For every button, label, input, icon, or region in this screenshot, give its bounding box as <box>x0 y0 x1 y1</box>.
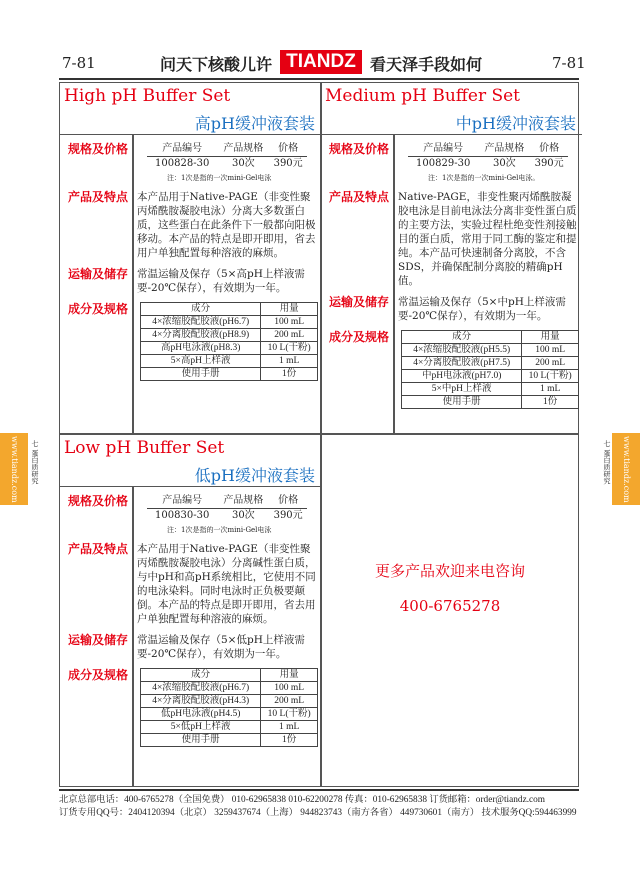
features-text: Native-PAGE，非变性聚丙烯酰胺凝胶电泳是目前电泳法分离非变性蛋白质的主要方法，实验过程杜绝变性剂接触目的蛋白质，常用于同工酶的鉴定和提纯。本产品可快速制备分离胶，不含SDS，并确保配制分离胶的精确pH值。 <box>398 191 577 287</box>
column-header: 产品规格 <box>217 142 269 157</box>
product-size: 30次 <box>231 510 255 521</box>
brand-logo: TIANDZ <box>280 50 362 74</box>
component-name: 5×低pH上样液 <box>141 721 261 734</box>
section-label-spec: 规格及价格 <box>68 142 129 156</box>
component-name: 4×分离胶配胶液(pH7.5) <box>402 357 522 370</box>
label-column-divider <box>132 135 134 433</box>
section-content-components <box>132 302 321 381</box>
column-header: 产品编号 <box>408 142 478 157</box>
section-label-storage: 运输及储存 <box>329 295 390 309</box>
product-header <box>321 83 582 135</box>
footer-contact: 北京总部电话：400-6765278（全国免费） 010-62965838 010-62200278 传真：010-62965838 订货邮箱：order@tiandz.com <box>59 795 546 805</box>
table-row <box>147 157 307 172</box>
component-name: 高pH电泳液(pH8.3) <box>141 342 261 355</box>
column-header: 用量 <box>522 331 579 344</box>
component-name: 5×高pH上样液 <box>141 355 261 368</box>
section-label-features: 产品及特点 <box>329 190 390 204</box>
component-amount: 200 mL <box>261 329 318 342</box>
column-header: 产品编号 <box>147 142 217 157</box>
product-code: 100828-30 <box>155 158 210 169</box>
product-subtitle: 高pH缓冲液套装 <box>194 114 315 133</box>
section-components <box>60 668 321 747</box>
component-amount: 10 L(干粉) <box>261 342 318 355</box>
section-label-storage: 运输及储存 <box>68 633 129 647</box>
table-row <box>402 370 579 383</box>
product-panel <box>60 435 321 786</box>
section-content-storage <box>393 295 582 323</box>
section-features <box>321 190 582 288</box>
section-label-components: 成分及规格 <box>68 668 129 682</box>
table-row <box>141 329 318 342</box>
spec-price-table <box>147 142 307 171</box>
spec-note: 注：1次是指的一次mini-Gel电泳 <box>167 526 272 534</box>
section-content-features <box>393 190 582 288</box>
component-amount: 100 mL <box>261 316 318 329</box>
component-name: 中pH电泳液(pH7.0) <box>402 370 522 383</box>
spec-price-table <box>147 494 307 523</box>
product-price: 390元 <box>534 158 564 169</box>
spec-note: 注：1次是指的一次mini-Gel电泳 <box>167 174 272 182</box>
table-header-row <box>141 303 318 316</box>
component-amount: 1份 <box>261 368 318 381</box>
storage-text: 常温运输及保存（5×中pH上样液需要-20℃保存），有效期为一年。 <box>398 296 566 322</box>
section-content-spec <box>132 494 321 535</box>
component-amount: 1份 <box>261 734 318 747</box>
table-row <box>141 355 318 368</box>
product-title: Medium pH Buffer Set <box>325 86 521 106</box>
header-rule <box>59 78 579 80</box>
section-spec <box>60 142 321 183</box>
section-content-features <box>132 190 321 260</box>
section-features <box>60 190 321 260</box>
section-storage <box>321 295 582 323</box>
column-header: 用量 <box>261 669 318 682</box>
section-content-spec <box>393 142 582 183</box>
page-number-right: 7-81 <box>552 54 586 72</box>
component-amount: 100 mL <box>522 344 579 357</box>
section-label-features: 产品及特点 <box>68 542 129 556</box>
table-row <box>141 316 318 329</box>
component-amount: 1 mL <box>261 355 318 368</box>
section-spec <box>60 494 321 535</box>
product-price: 390元 <box>273 510 303 521</box>
header-slogan-right: 看天泽手段如何 <box>370 55 483 74</box>
section-label-features: 产品及特点 <box>68 190 129 204</box>
table-row <box>141 368 318 381</box>
components-table <box>140 302 318 381</box>
spec-note: 注：1次是指的一次mini-Gel电泳。 <box>428 174 540 182</box>
column-header: 价格 <box>269 494 307 509</box>
component-name: 5×中pH上样液 <box>402 383 522 396</box>
side-category-left: 七 蛋白质研究 <box>31 440 39 485</box>
label-column-divider <box>393 135 395 433</box>
component-name: 使用手册 <box>141 734 261 747</box>
table-header-row <box>147 494 307 509</box>
product-size: 30次 <box>492 158 516 169</box>
promo-text: 更多产品欢迎来电咨询 <box>374 562 525 580</box>
footer-qq: 订货专用QQ号：2404120394（北京） 3259437674（上海） 944823743（南方各省） 449730601（南方） 技术服务QQ:594463999 <box>59 808 577 818</box>
product-title: Low pH Buffer Set <box>64 438 225 458</box>
component-amount: 10 L(干粉) <box>522 370 579 383</box>
table-row <box>402 383 579 396</box>
product-panel <box>321 83 582 433</box>
section-content-components <box>393 330 582 409</box>
footer <box>59 794 599 820</box>
section-label-components: 成分及规格 <box>68 302 129 316</box>
storage-text: 常温运输及保存（5×低pH上样液需要-20℃保存），有效期为一年。 <box>137 634 305 660</box>
table-row <box>141 342 318 355</box>
features-text: 本产品用于Native-PAGE（非变性聚丙烯酰胺凝胶电泳）分离大多数蛋白质，这些蛋白在此条件下一般都向阳极移动。本产品的特点是即开即用，省去用户单独配置每种溶液的麻烦。 <box>137 191 316 259</box>
component-name: 低pH电泳液(pH4.5) <box>141 708 261 721</box>
header-slogan-left: 问天下核酸儿许 <box>160 55 273 74</box>
table-row <box>141 682 318 695</box>
table-header-row <box>408 142 568 157</box>
table-row <box>141 695 318 708</box>
product-header <box>60 83 321 135</box>
product-price: 390元 <box>273 158 303 169</box>
spec-price-table <box>408 142 568 171</box>
section-label-components: 成分及规格 <box>329 330 390 344</box>
section-storage <box>60 267 321 295</box>
component-name: 4×浓缩胶配胶液(pH6.7) <box>141 316 261 329</box>
table-row <box>402 357 579 370</box>
section-content-features <box>132 542 321 626</box>
product-panel <box>60 83 321 433</box>
component-amount: 10 L(干粉) <box>261 708 318 721</box>
component-amount: 1 mL <box>261 721 318 734</box>
table-row <box>402 396 579 409</box>
product-subtitle: 中pH缓冲液套装 <box>455 114 576 133</box>
component-amount: 200 mL <box>522 357 579 370</box>
table-row <box>147 509 307 524</box>
column-header: 产品规格 <box>478 142 530 157</box>
column-header: 成分 <box>402 331 522 344</box>
product-subtitle: 低pH缓冲液套装 <box>194 466 315 485</box>
table-header-row <box>147 142 307 157</box>
page-number-left: 7-81 <box>62 54 96 72</box>
section-content-components <box>132 668 321 747</box>
component-name: 4×浓缩胶配胶液(pH5.5) <box>402 344 522 357</box>
component-name: 4×分离胶配胶液(pH8.9) <box>141 329 261 342</box>
component-amount: 1份 <box>522 396 579 409</box>
section-content-spec <box>132 142 321 183</box>
section-label-storage: 运输及储存 <box>68 267 129 281</box>
section-content-storage <box>132 267 321 295</box>
storage-text: 常温运输及保存（5×高pH上样液需要-20℃保存），有效期为一年。 <box>137 268 305 294</box>
table-row <box>141 734 318 747</box>
table-header-row <box>402 331 579 344</box>
section-label-spec: 规格及价格 <box>329 142 390 156</box>
components-table <box>140 668 318 747</box>
footer-rule <box>59 789 579 791</box>
column-header: 成分 <box>141 669 261 682</box>
column-header: 产品规格 <box>217 494 269 509</box>
column-header: 价格 <box>269 142 307 157</box>
components-table <box>401 330 579 409</box>
component-name: 使用手册 <box>402 396 522 409</box>
component-name: 4×浓缩胶配胶液(pH6.7) <box>141 682 261 695</box>
product-code: 100830-30 <box>155 510 210 521</box>
section-components <box>60 302 321 381</box>
column-header: 产品编号 <box>147 494 217 509</box>
section-components <box>321 330 582 409</box>
table-row <box>141 708 318 721</box>
section-features <box>60 542 321 626</box>
product-code: 100829-30 <box>416 158 471 169</box>
column-header: 用量 <box>261 303 318 316</box>
section-spec <box>321 142 582 183</box>
component-amount: 200 mL <box>261 695 318 708</box>
section-storage <box>60 633 321 661</box>
table-row <box>402 344 579 357</box>
label-column-divider <box>132 487 134 786</box>
column-header: 成分 <box>141 303 261 316</box>
table-row <box>408 157 568 172</box>
product-title: High pH Buffer Set <box>64 86 231 106</box>
side-tab-left: www.tiandz.com <box>0 433 28 505</box>
component-amount: 1 mL <box>522 383 579 396</box>
side-tab-right: www.tiandz.com <box>612 433 640 505</box>
product-size: 30次 <box>231 158 255 169</box>
column-header: 价格 <box>530 142 568 157</box>
table-row <box>141 721 318 734</box>
component-name: 4×分离胶配胶液(pH4.3) <box>141 695 261 708</box>
promo-phone: 400-6765278 <box>399 597 501 615</box>
product-header <box>60 435 321 487</box>
section-content-storage <box>132 633 321 661</box>
component-name: 使用手册 <box>141 368 261 381</box>
component-amount: 100 mL <box>261 682 318 695</box>
side-category-right: 七 蛋白质研究 <box>603 440 611 485</box>
section-label-spec: 规格及价格 <box>68 494 129 508</box>
features-text: 本产品用于Native-PAGE（非变性聚丙烯酰胺凝胶电泳）分离碱性蛋白质，与中pH和高pH系统相比，它使用不同的电泳染料。同时电泳时正负极要颠倒。本产品的特点是即开即用，省去用户单独配置每种溶液的麻烦。 <box>137 543 316 625</box>
table-header-row <box>141 669 318 682</box>
